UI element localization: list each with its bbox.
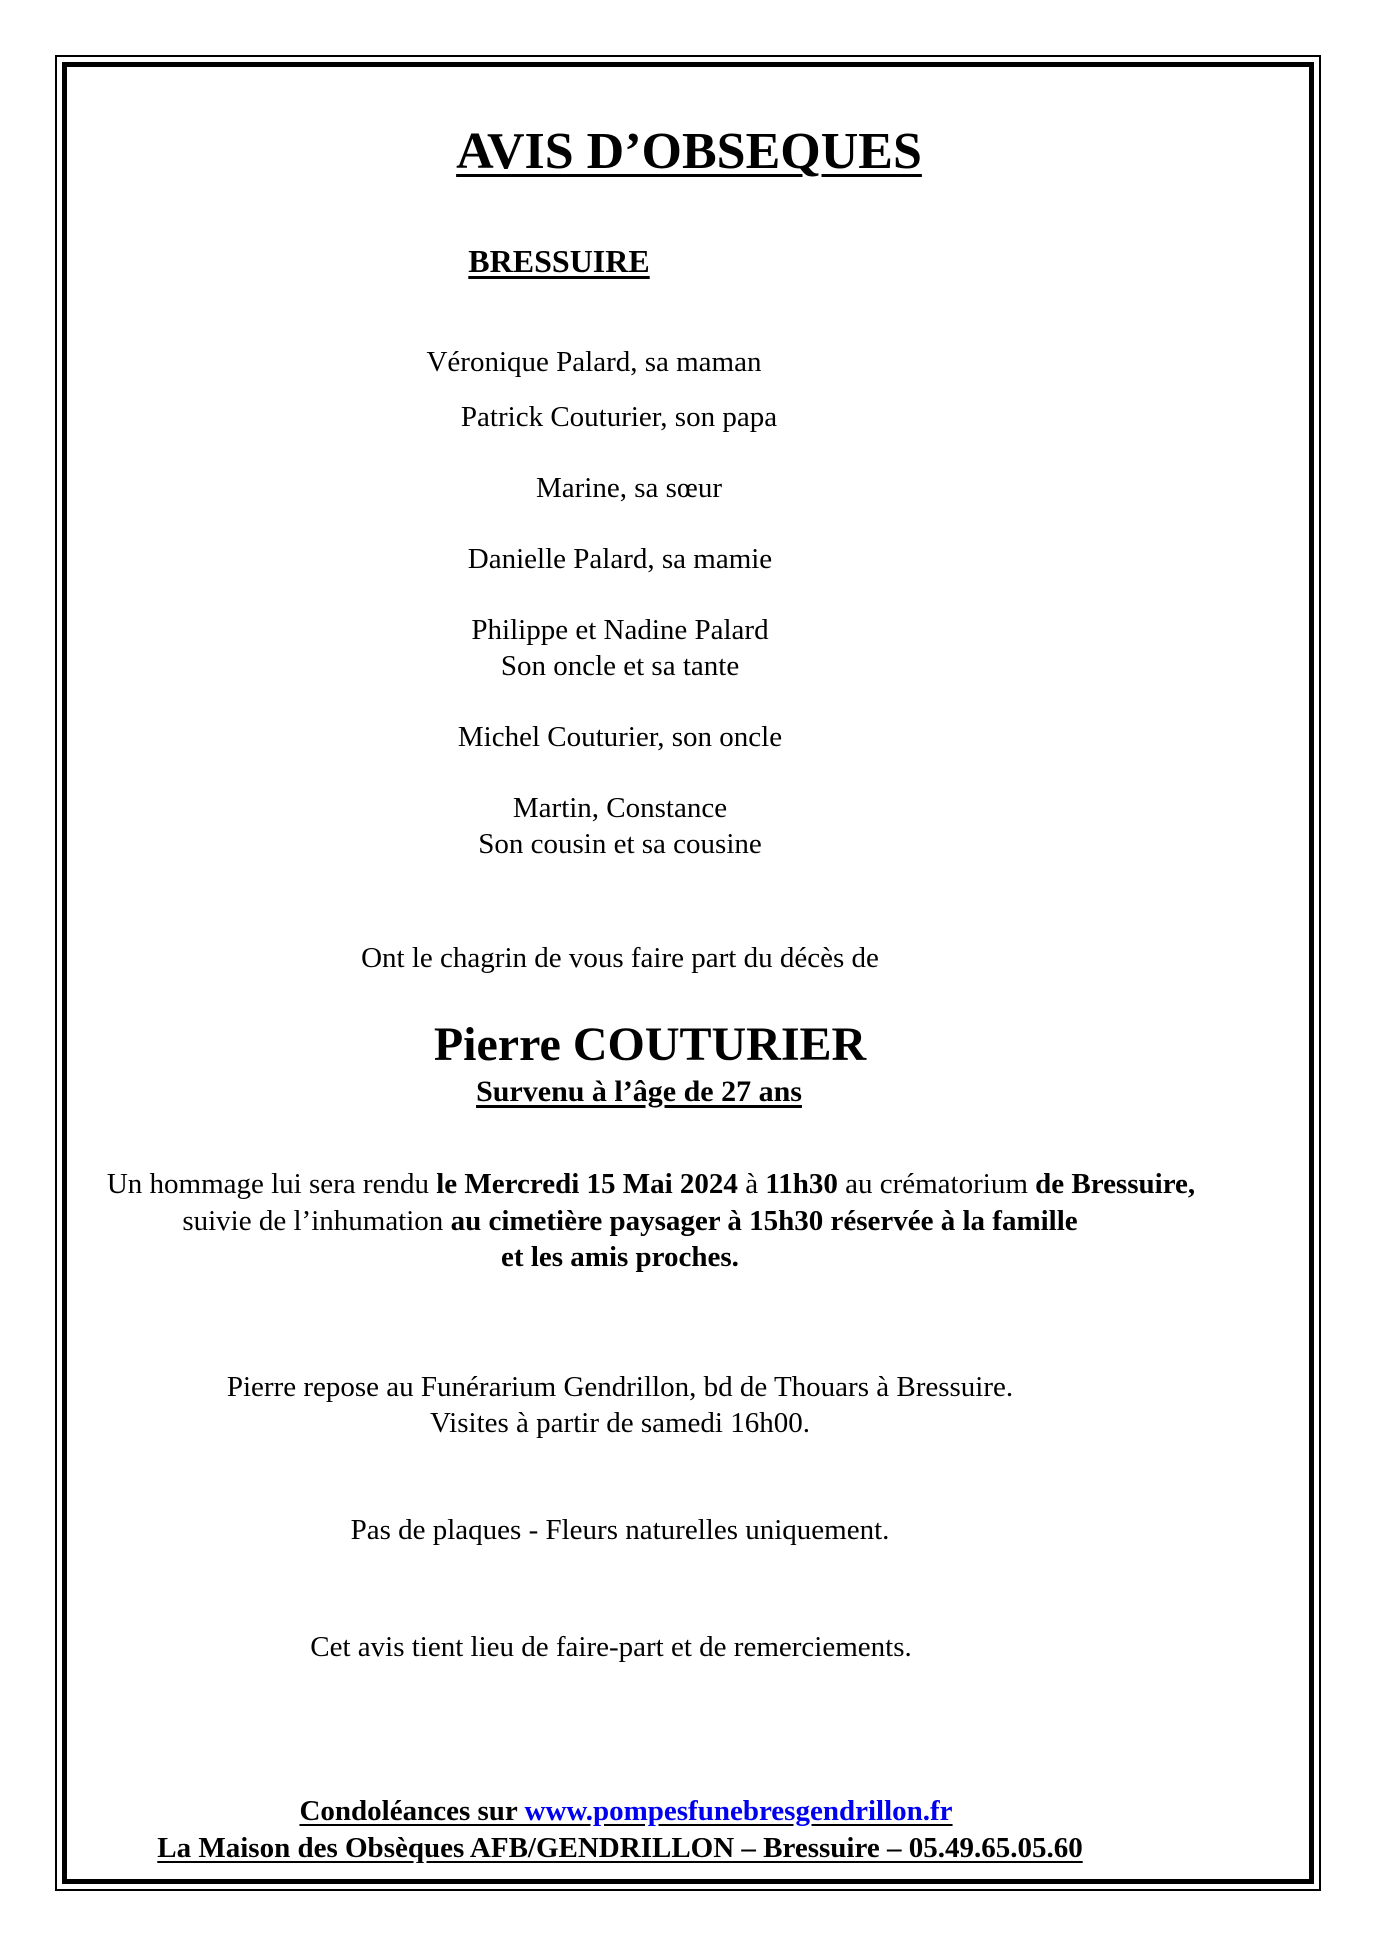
notice-title: AVIS D’OBSEQUES xyxy=(456,123,922,180)
company-line: La Maison des Obsèques AFB/GENDRILLON – Bressuire – 05.49.65.05.60 xyxy=(157,1832,1083,1864)
visit-hours: Visites à partir de samedi 16h00. xyxy=(429,1407,810,1439)
ceremony-place: de Bressuire, xyxy=(1035,1168,1196,1200)
family-member-7: Martin, Constance xyxy=(512,792,728,824)
family-member-6: Michel Couturier, son oncle xyxy=(457,721,783,753)
ceremony-text: à xyxy=(737,1168,766,1200)
family-member-3: Marine, sa sœur xyxy=(535,472,723,504)
announcement-text: Ont le chagrin de vous faire part du décès de xyxy=(361,942,879,974)
ceremony-text: suivie de l’inhumation xyxy=(182,1205,451,1237)
ceremony-line-1 xyxy=(0,1166,1340,1202)
condolences-line xyxy=(0,1793,1315,1829)
city-heading: BRESSUIRE xyxy=(468,243,650,279)
ceremony-date: le Mercredi 15 Mai 2024 xyxy=(436,1168,738,1200)
family-member-2: Patrick Couturier, son papa xyxy=(460,401,778,433)
ceremony-line-3: et les amis proches. xyxy=(501,1241,739,1273)
flowers-note: Pas de plaques - Fleurs naturelles uniquement. xyxy=(350,1514,890,1546)
website-link[interactable]: www.pompesfunebresgendrillon.fr xyxy=(524,1795,953,1827)
ceremony-line-2 xyxy=(0,1203,1319,1239)
visit-location: Pierre repose au Funérarium Gendrillon, bd de Thouars à Bressuire. xyxy=(226,1371,1014,1403)
burial-details: au cimetière paysager à 15h30 réservée à la famille xyxy=(450,1205,1078,1237)
family-member-4: Danielle Palard, sa mamie xyxy=(467,543,773,575)
condolences-label: Condoléances sur xyxy=(299,1795,525,1827)
ceremony-text: au crématorium xyxy=(837,1168,1036,1200)
family-member-1: Véronique Palard, sa maman xyxy=(426,346,762,378)
notice-statement: Cet avis tient lieu de faire-part et de remerciements. xyxy=(310,1631,912,1663)
ceremony-text: Un hommage lui sera rendu xyxy=(106,1168,437,1200)
deceased-age: Survenu à l’âge de 27 ans xyxy=(476,1075,802,1108)
family-member-5: Philippe et Nadine Palard xyxy=(471,614,769,646)
deceased-name: Pierre COUTURIER xyxy=(433,1018,867,1071)
family-member-5-relation: Son oncle et sa tante xyxy=(500,650,740,682)
ceremony-time: 11h30 xyxy=(765,1168,838,1200)
family-member-7-relation: Son cousin et sa cousine xyxy=(478,828,762,860)
